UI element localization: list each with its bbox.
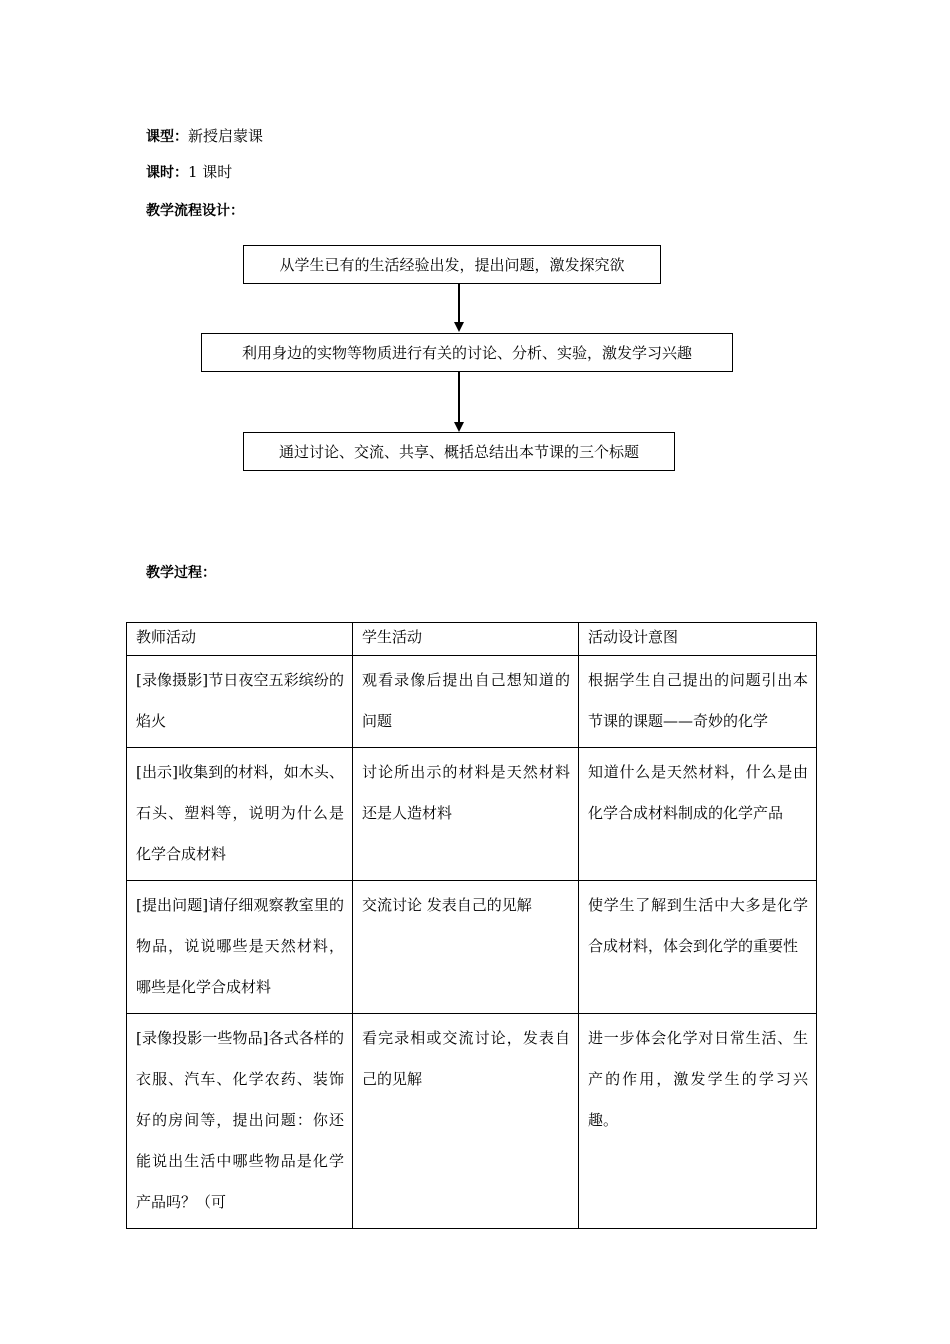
teacher-activity-cell: [录像摄影]节日夜空五彩缤纷的焰火: [127, 656, 353, 748]
class-hours-value: 1 课时: [188, 163, 233, 181]
course-type-line: [146, 126, 263, 147]
table-row: [127, 748, 817, 881]
student-activity-cell: 观看录像后提出自己想知道的问题: [353, 656, 579, 748]
design-intent-cell: 进一步体会化学对日常生活、生产的作用，激发学生的学习兴趣。: [579, 1014, 817, 1229]
table-header-row: [127, 623, 817, 656]
flow-step-2-text: 利用身边的实物等物质进行有关的讨论、分析、实验，激发学习兴趣: [241, 344, 692, 362]
student-activity-cell: 交流讨论 发表自己的见解: [353, 881, 579, 1014]
flow-arrow-2-shaft: [458, 372, 460, 424]
course-type-value: 新授启蒙课: [188, 127, 264, 145]
flow-step-1: [243, 245, 661, 284]
design-intent-cell: 知道什么是天然材料，什么是由化学合成材料制成的化学产品: [579, 748, 817, 881]
flow-arrow-2-head: [454, 422, 464, 432]
process-title: 教学过程：: [146, 565, 216, 581]
flow-design-label: 教学流程设计：: [146, 203, 244, 219]
table-row: [127, 1014, 817, 1229]
flow-design-heading: [146, 200, 244, 221]
flow-step-3-text: 通过讨论、交流、共享、概括总结出本节课的三个标题: [278, 443, 639, 461]
header-design-intent: 活动设计意图: [579, 623, 817, 656]
class-hours-label: 课时：: [146, 165, 188, 181]
flow-step-2: [201, 333, 733, 372]
course-type-label: 课型：: [146, 129, 188, 145]
table-row: [127, 656, 817, 748]
header-student-activity: 学生活动: [353, 623, 579, 656]
teacher-activity-cell: [提出问题]请仔细观察教室里的物品，说说哪些是天然材料，哪些是化学合成材料: [127, 881, 353, 1014]
flow-arrow-1-shaft: [458, 284, 460, 324]
class-hours-line: [146, 162, 232, 183]
flow-step-3: [243, 432, 675, 471]
design-intent-cell: 根据学生自己提出的问题引出本节课的课题——奇妙的化学: [579, 656, 817, 748]
table-row: [127, 881, 817, 1014]
flow-arrow-1-head: [454, 322, 464, 332]
flow-step-1-text: 从学生已有的生活经验出发，提出问题，激发探究欲: [279, 256, 625, 274]
student-activity-cell: 讨论所出示的材料是天然材料还是人造材料: [353, 748, 579, 881]
header-teacher-activity: 教师活动: [127, 623, 353, 656]
lesson-process-table: [126, 622, 817, 1229]
student-activity-cell: 看完录相或交流讨论，发表自己的见解: [353, 1014, 579, 1229]
teacher-activity-cell: [出示]收集到的材料，如木头、石头、塑料等，说明为什么是化学合成材料: [127, 748, 353, 881]
teacher-activity-cell: [录像投影一些物品]各式各样的衣服、汽车、化学农药、装饰好的房间等，提出问题：你还能说出生活中哪些物品是化学产品吗？（可: [127, 1014, 353, 1229]
design-intent-cell: 使学生了解到生活中大多是化学合成材料，体会到化学的重要性: [579, 881, 817, 1014]
